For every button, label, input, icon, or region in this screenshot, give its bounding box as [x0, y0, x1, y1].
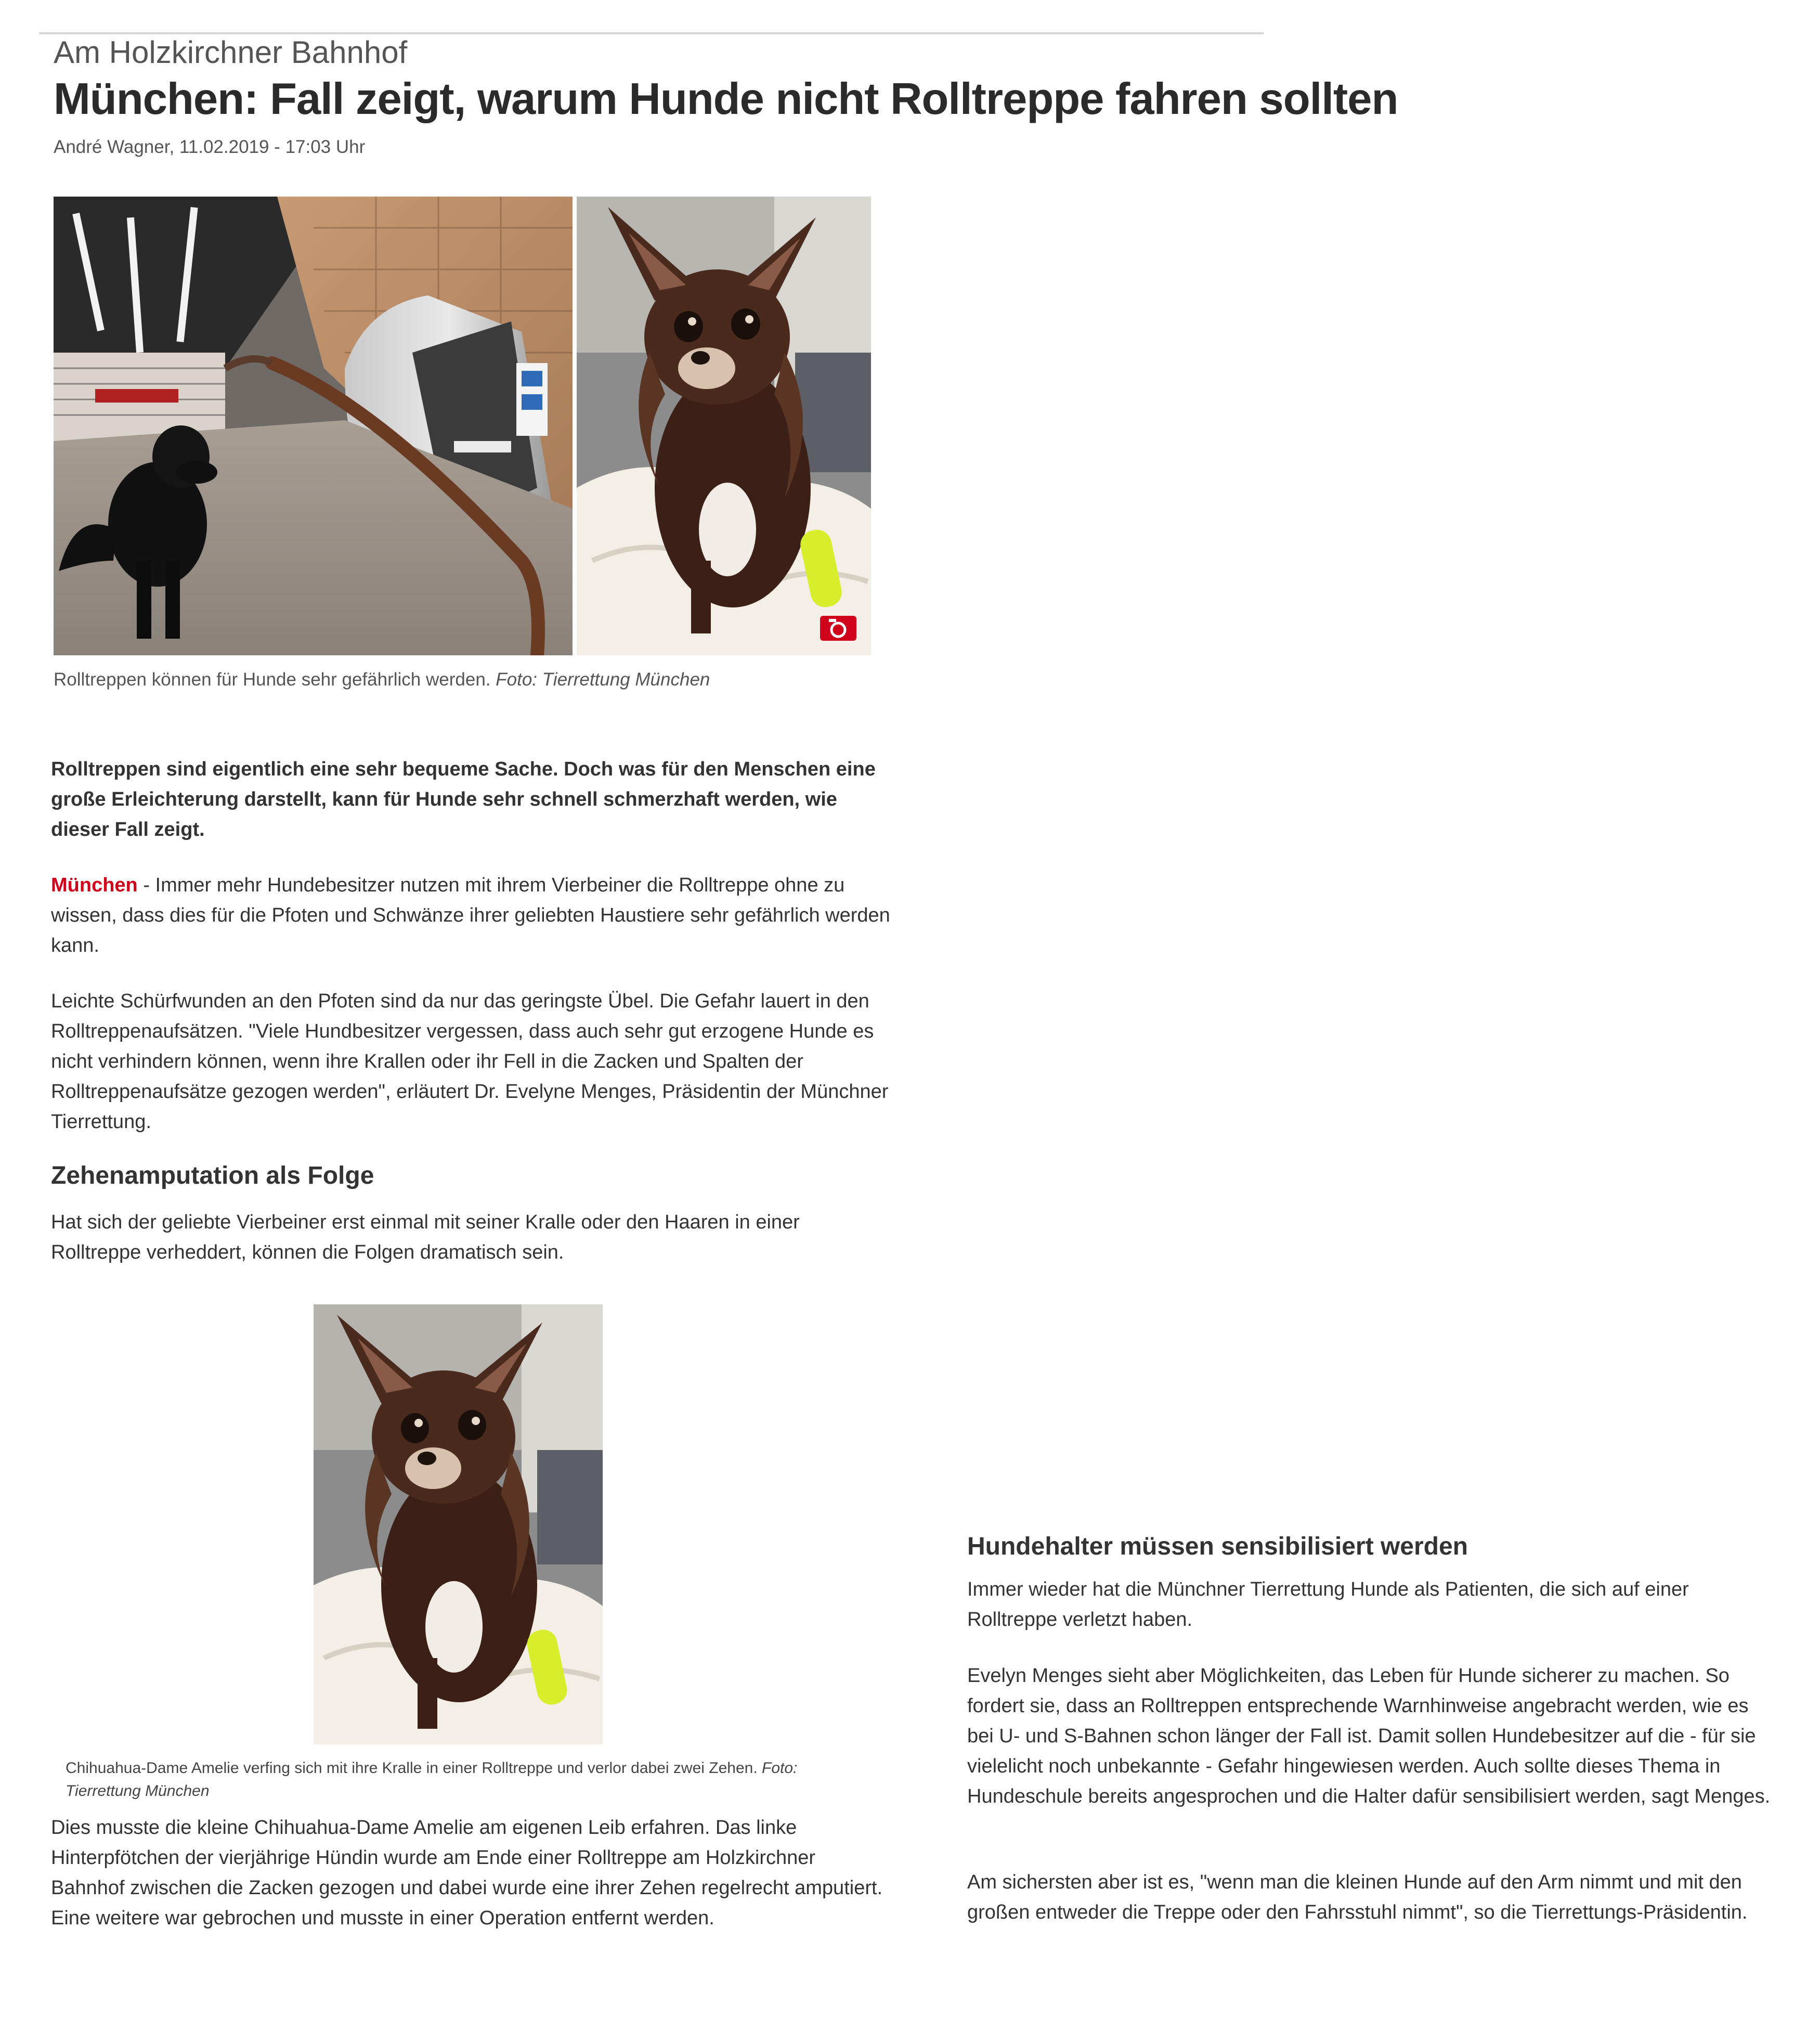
article-byline: André Wagner, 11.02.2019 - 17:03 Uhr: [54, 137, 366, 157]
paragraph-2: Leichte Schürfwunden an den Pfoten sind da nur das geringste Übel. Die Gefahr lauert in den Rolltreppenaufsätzen. "Viele Hundbesitzer vergessen, dass auch sehr gut erzogene Hunde es nicht verhindern können, wenn ihre Krallen oder ihr Fell in die Zacken und Spalten der Rolltreppenaufsätze gezogen werden", erläutert Dr. Evelyne Menges, Präsidentin der Münchner Tierrettung.: [51, 990, 889, 1133]
paragraph-6: Evelyn Menges sieht aber Möglichkeiten, das Leben für Hunde sicherer zu machen. So fordert sie, dass an Rolltreppen entsprechende Warnhinweise angebracht werden, wie es bei U- und S-Bahnen schon länger der Fall ist. Damit sollen Hundebesitzer auf die - für sie vielelicht noch unbekannte - Gefahr hingewiesen werden. Auch sollte dieses Thema in Hundeschule bereits angesprochen und die Halter dafür sensibilisiert werden, sagt Menges.: [967, 1665, 1771, 1807]
camera-icon[interactable]: [820, 616, 856, 641]
article-kicker: Am Holzkirchner Bahnhof: [54, 35, 408, 70]
paragraph-3: Hat sich der geliebte Vierbeiner erst einmal mit seiner Kralle oder den Haaren in einer Rolltreppe verheddert, können die Folgen dramatisch sein.: [51, 1211, 800, 1263]
article-lead: Rolltreppen sind eigentlich eine sehr bequeme Sache. Doch was für den Menschen eine große Erleichterung darstellt, kann für Hunde sehr schnell schmerzhaft werden, wie dieser Fall zeigt.: [51, 758, 876, 840]
hero-caption-credit: Foto: Tierrettung München: [496, 669, 710, 690]
escalator-photo: [54, 197, 573, 655]
article-headline: München: Fall zeigt, warum Hunde nicht Rolltreppe fahren sollten: [54, 74, 1398, 124]
chihuahua-photo: [577, 197, 871, 655]
photo2-caption: [66, 1757, 825, 1803]
photo2-caption-credit: Foto: Tierrettung München: [66, 1759, 798, 1800]
photo2-caption-text: Chihuahua-Dame Amelie verfing sich mit ihre Kralle in einer Rolltreppe und verlor dabei zwei Zehen.: [66, 1759, 758, 1777]
paragraph-1: [51, 870, 893, 961]
paragraph-7: Am sichersten aber ist es, "wenn man die kleinen Hunde auf den Arm nimmt und mit den großen entweder die Treppe oder den Fahrsstuhl nimmt", so die Tierrettungs-Präsidentin.: [967, 1871, 1748, 1923]
subheading-hundehalter: Hundehalter müssen sensibilisiert werden: [967, 1533, 1468, 1560]
dateline: München: [51, 874, 138, 896]
hero-image-gallery[interactable]: [54, 197, 871, 655]
paragraph-4: Dies musste die kleine Chihuahua-Dame Amelie am eigenen Leib erfahren. Das linke Hinterpfötchen der vierjährige Hündin wurde am Ende einer Rolltreppe am Holzkirchner Bahnhof zwischen die Zacken gezogen und dabei wurde eine ihrer Zehen regelrecht amputiert. Eine weitere war gebrochen und musste in einer Operation entfernt werden.: [51, 1817, 883, 1929]
hero-caption: [54, 669, 710, 690]
paragraph-1-text: - Immer mehr Hundebesitzer nutzen mit ihrem Vierbeiner die Rolltreppe ohne zu wissen, dass dies für die Pfoten und Schwänze ihrer geliebten Haustiere sehr gefährlich werden kann.: [51, 874, 890, 956]
chihuahua-amelie-photo: [314, 1304, 603, 1744]
hero-caption-text: Rolltreppen können für Hunde sehr gefährlich werden.: [54, 669, 491, 690]
subheading-zehenamputation: Zehenamputation als Folge: [51, 1162, 374, 1189]
paragraph-5: Immer wieder hat die Münchner Tierrettung Hunde als Patienten, die sich auf einer Rolltreppe verletzt haben.: [967, 1578, 1689, 1630]
